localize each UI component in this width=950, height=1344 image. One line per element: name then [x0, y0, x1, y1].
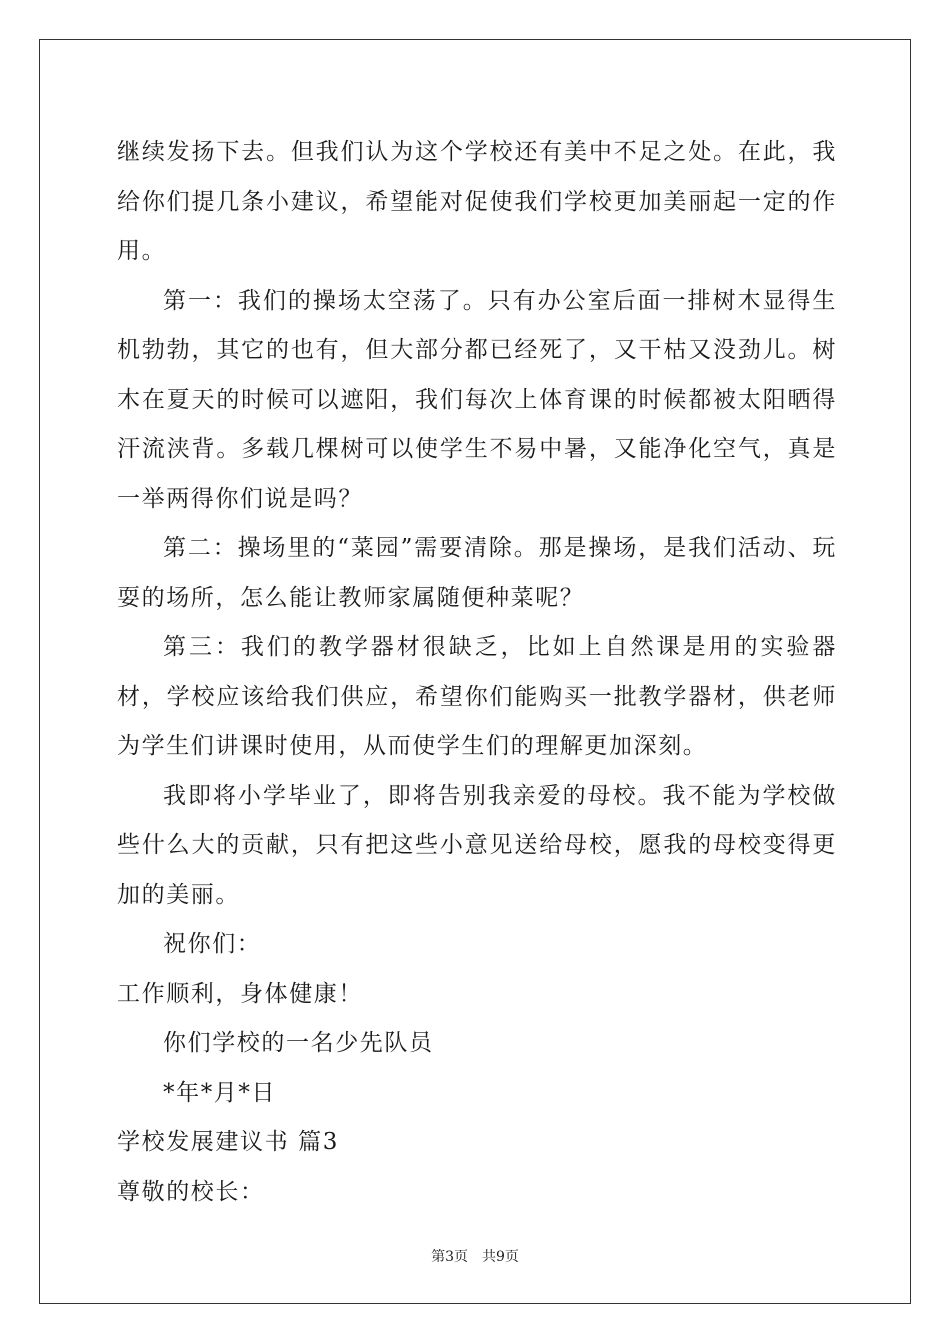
- paragraph-5: 我即将小学毕业了，即将告别我亲爱的母校。我不能为学校做些什么大的贡献，只有把这些小意见送给母校，愿我的母校变得更加的美丽。: [117, 782, 837, 908]
- paragraph-1: 继续发扬下去。但我们认为这个学校还有美中不足之处。在此，我给你们提几条小建议，希望能对促使我们学校更加美丽起一定的作用。: [117, 139, 837, 264]
- page-footer: [0, 1246, 950, 1266]
- paragraph-3: 第二：操场里的“菜园”需要清除。那是操场，是我们活动、玩耍的场所，怎么能让教师家属随便种菜呢？: [117, 535, 837, 611]
- paragraph-4: 第三：我们的教学器材很缺乏，比如上自然课是用的实验器材，学校应该给我们供应，希望你们能购买一批教学器材，供老师为学生们讲课时使用，从而使学生们的理解更加深刻。: [117, 634, 837, 759]
- document-body: [117, 128, 837, 1217]
- salutation: 尊敬的校长：: [117, 1178, 265, 1205]
- closing-wish: 工作顺利，身体健康！: [117, 980, 363, 1007]
- closing-greeting: 祝你们：: [163, 931, 262, 957]
- total-pages: 共9页: [482, 1249, 519, 1265]
- page-number: 第3页: [431, 1249, 468, 1265]
- section-title: 学校发展建议书 篇3: [117, 1129, 339, 1155]
- date-line: *年*月*日: [163, 1079, 277, 1106]
- signature: 你们学校的一名少先队员: [163, 1030, 434, 1056]
- paragraph-2: 第一：我们的操场太空荡了。只有办公室后面一排树木显得生机勃勃，其它的也有，但大部分都已经死了，又干枯又没劲儿。树木在夏天的时候可以遮阳，我们每次上体育课的时候都被太阳晒得汗流浃背。多载几棵树可以使学生不易中暑，又能净化空气，真是一举两得你们说是吗？: [117, 287, 837, 512]
